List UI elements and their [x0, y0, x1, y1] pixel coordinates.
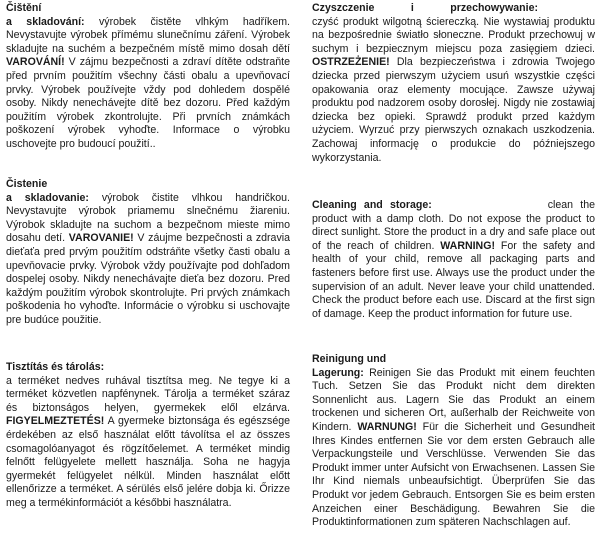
lead-bold: Lagerung: — [312, 366, 364, 379]
section-body — [312, 367, 595, 529]
section-hu — [6, 361, 290, 511]
warning-label: VAROVÁNÍ! — [6, 56, 65, 69]
body-text: clean the product with a damp cloth. Do not expose the product to direct sunlight. Store the product in a dry and safe place out of the reach of children. — [312, 199, 595, 252]
heading-part: i — [410, 2, 414, 14]
lead-bold: a skladovanie: — [6, 191, 89, 204]
section-body — [312, 16, 595, 164]
section-heading: Čištění — [6, 2, 42, 14]
section-body — [312, 199, 595, 320]
heading-part: przechowywanie: — [450, 2, 538, 14]
body-text: výrobok čistite vlhkou handričkou. Nevystavujte výrobok priamemu slnečnému žiareniu. Výrobok skladujte na suchom a bezpečnom mieste mimo dosahu detí. — [6, 191, 291, 245]
section-de — [312, 353, 595, 530]
lead-bold: a skladování: — [6, 15, 85, 28]
body-text: a terméket nedves ruhával tisztítsa meg. Ne tegye ki a terméket közvetlen napfénynek. Tárolja a terméket száraz és biztonságos helyen, gyermekek elől elzárva. — [6, 374, 290, 414]
body-text: výrobek čistěte vlhkým hadříkem. Nevystavujte výrobek přímému slunečnímu záření. Výrobek skladujte na suchém a bezpečném místě mimo dosah dětí — [6, 15, 290, 55]
section-heading: Reinigung und — [312, 353, 387, 365]
section-sk — [6, 178, 290, 328]
section-heading: Čistenie — [6, 178, 48, 190]
body-text: Dla bezpieczeństwa i zdrowia Twojego dziecka przed pierwszym użyciem usuń wszystkie części opakowania oraz elementy mocujące. Zawsze używaj produktu pod nadzorem osoby dorosłej. Nigdy nie zostawiaj dziecka bez opieki. Sprawdź produkt przed każdym użyciem. Wyrzuć przy pierwszych oznakach uszkodzenia. Zachowaj informację o produkcie do późniejszego wykorzystania. — [312, 56, 595, 164]
body-text: V záujme bezpečnosti a zdravia dieťaťa pred prvým použitím odstráňte všetky časti obalu a upevňovacie prvky. Výrobok vždy používajte pod dohľadom dospelej osoby. Nikdy nenechávajte dieťa bez dozoru. Pred každým použitím výrobok skontrolujte. Pri prvých známkach poškodenia ho vyhoďte. Informácie o výrobku si uschovajte pre budúce použitie. — [6, 232, 290, 326]
section-body — [6, 192, 290, 326]
body-text: A gyermeke biztonsága és egészsége érdekében az első használat előtt távolítsa el az összes csomagolóanyagot és rögzítőelemet. A terméket mindig felnőtt felügyelete mellett használja. Soha ne hagyja gyermekét felügyelet nélkül. Minden használat előtt ellenőrizze a terméket. A sérülés első jelére dobja ki. Őrizze meg a termékinformációt a későbbi használatra. — [6, 415, 290, 509]
heading-part: Czyszczenie — [312, 2, 375, 14]
warning-label: WARNING! — [440, 239, 495, 252]
section-en — [312, 199, 595, 321]
section-body — [6, 375, 290, 509]
warning-label: OSTRZEŻENIE! — [312, 56, 390, 69]
warning-label: FIGYELMEZTETÉS! — [6, 415, 105, 428]
body-text: Für die Sicherheit und Gesundheit Ihres Kindes entfernen Sie vor dem ersten Gebrauch alle Verpackungsteile und Verschlüsse. Verwenden Sie das Produkt immer unter Aufsicht von Erwachsenen. Lassen Sie Ihr Kind niemals unbeaufsichtigt. Überprüfen Sie das Produkt vor jedem Gebrauch. Entsorgen Sie es beim ersten Anzeichen einer Beschädigung. Bewahren Sie die Produktinformationen zum späteren Nachschlagen auf. — [312, 420, 595, 529]
section-heading: Cleaning and storage: — [312, 199, 432, 211]
body-text: For the safety and health of your child, remove all packaging parts and fasteners before first use. Always use the product under the supervision of an adult. Never leave your child unattended. Check the product before each use. Discard at the first sign of damage. Keep the product information for future use. — [312, 239, 595, 320]
section-pl — [312, 2, 595, 165]
warning-label: VAROVANIE! — [68, 232, 134, 245]
warning-label: WARNUNG! — [357, 420, 417, 433]
body-text: Reinigen Sie das Produkt mit einem feuchten Tuch. Setzen Sie das Produkt nicht dem direkten Sonnenlicht aus. Lagern Sie das Produkt an einem trockenen und sicheren Ort, außerhalb der Reichweite von Kindern. — [312, 366, 595, 433]
section-body — [6, 16, 290, 150]
body-text: V zájmu bezpečnosti a zdraví dítěte odstraňte před prvním použitím všechny části obalu a upevňovací prvky. Výrobek používejte vždy pod dohledem dospělé osoby. Nikdy nenechávejte dítě bez dozoru. Před každým použitím výrobek zkontrolujte. Při prvních známkách poškození výrobek vyhoďte. Informace o výrobku uschovejte pro budoucí použití.. — [6, 56, 290, 150]
section-cz — [6, 2, 290, 152]
section-heading — [312, 2, 538, 16]
body-text: czyść produkt wilgotną ściereczką. Nie wystawiaj produktu na bezpośrednie światło słoneczne. Produkt przechowuj w suchym i bezpiecznym miejscu poza zasięgiem dzieci. — [312, 15, 595, 55]
section-heading: Tisztítás és tárolás: — [6, 361, 105, 373]
